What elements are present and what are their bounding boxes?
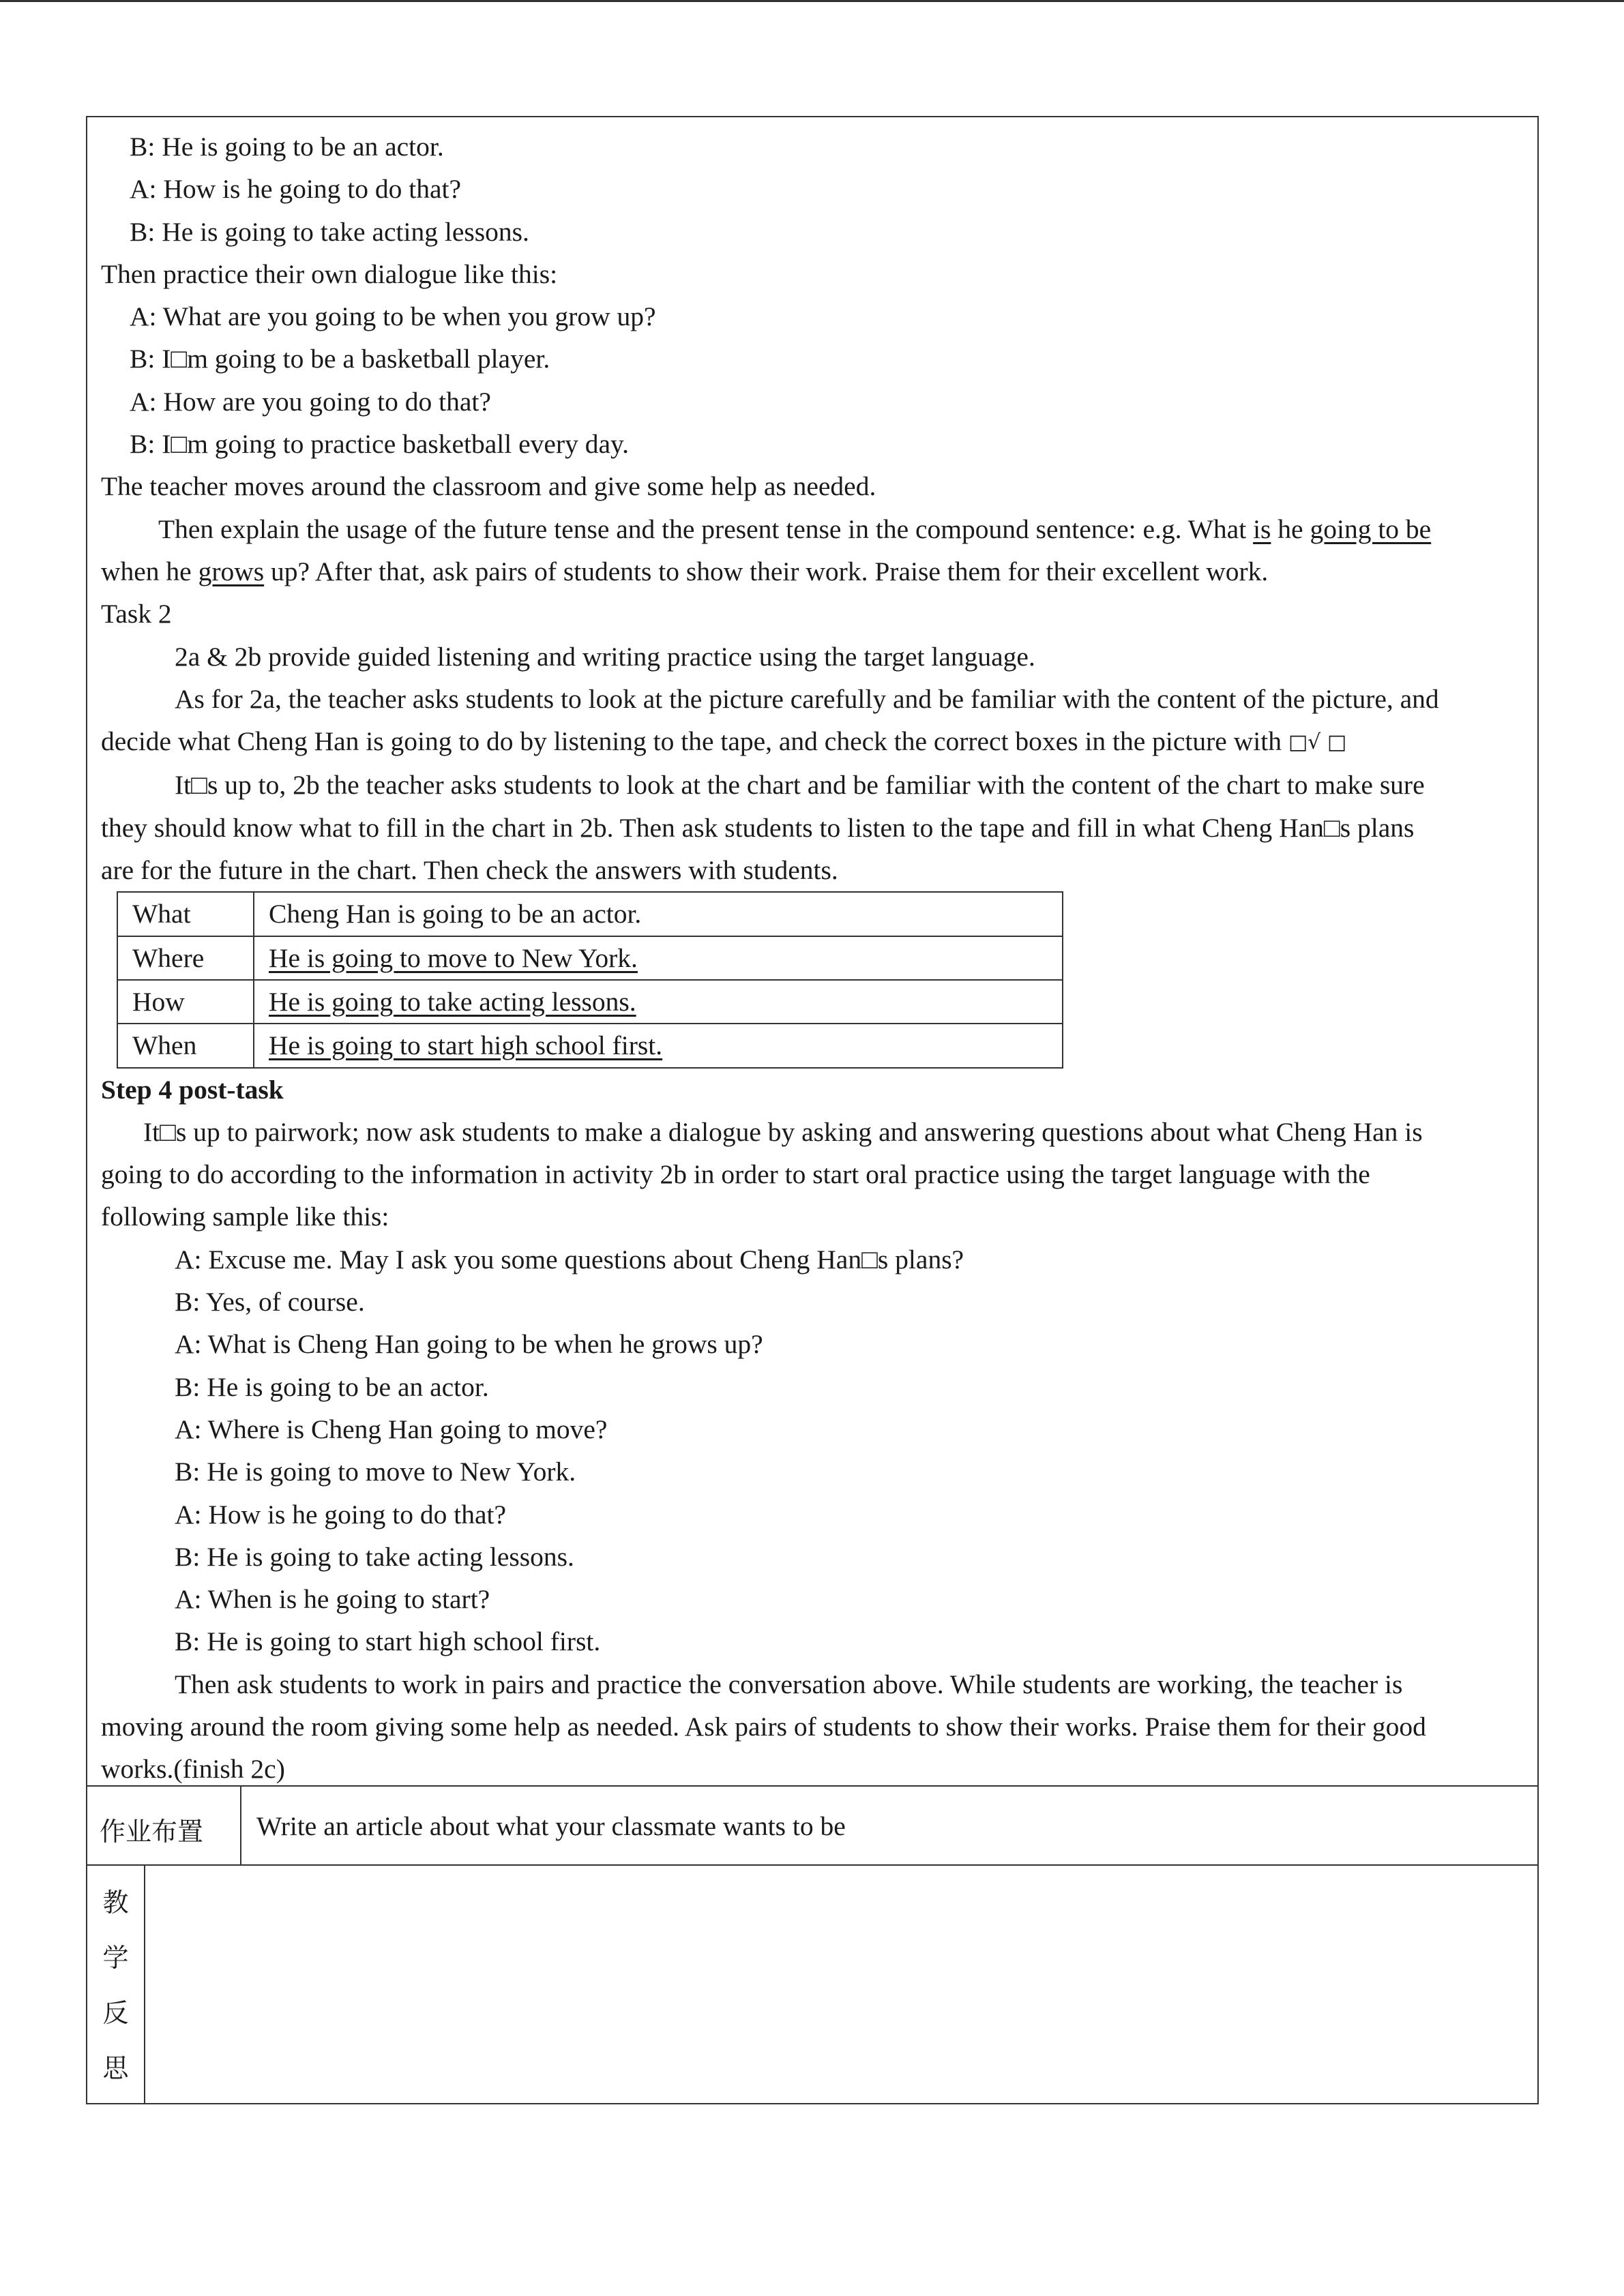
reflection-row — [87, 1864, 1537, 2103]
task2-heading: Task 2 — [101, 599, 172, 629]
closing-paragraph-line: Then ask students to work in pairs and practice the conversation above. While students are working, the teacher is — [175, 1669, 1403, 1699]
task2b-paragraph-line: It□s up to, 2b the teacher asks students to look at the chart and be familiar with the content of the chart to make sure — [175, 770, 1425, 801]
chart-row-label: How — [117, 980, 254, 1024]
practice-intro: Then practice their own dialogue like this: — [101, 258, 558, 289]
step4-heading: Step 4 post-task — [101, 1074, 284, 1105]
check-mark-symbol: □√ □ — [1288, 730, 1347, 755]
chart-row — [117, 1024, 1063, 1067]
dialogue-line: A: How is he going to do that? — [175, 1499, 507, 1530]
dialogue-line: B: Yes, of course. — [175, 1287, 365, 1317]
cheng-han-plans-chart — [117, 891, 1063, 1068]
dialogue-line: B: He is going to take acting lessons. — [130, 216, 529, 247]
chart-row-value: He is going to start high school first. — [254, 1024, 1063, 1067]
chart-row — [117, 980, 1063, 1024]
dialogue-line: A: Where is Cheng Han going to move? — [175, 1414, 608, 1444]
dialogue-line: B: He is going to be an actor. — [130, 132, 444, 162]
explain-paragraph-line-1: Then explain the usage of the future tense and the present tense in the compound sentence: e.g. What is he going to be — [158, 513, 1432, 544]
task2b-paragraph-line: are for the future in the chart. Then check the answers with students. — [101, 855, 838, 886]
task2a-paragraph-line: As for 2a, the teacher asks students to look at the picture carefully and be familiar with the content of the picture, and — [175, 683, 1439, 714]
chart-row-label: When — [117, 1024, 254, 1067]
step4-paragraph-line: It□s up to pairwork; now ask students to make a dialogue by asking and answering questions about what Cheng Han is — [143, 1116, 1423, 1147]
dialogue-line: A: What is Cheng Han going to be when he grows up? — [175, 1329, 763, 1360]
chart-row-value: He is going to take acting lessons. — [254, 980, 1063, 1024]
homework-row — [87, 1785, 1537, 1866]
chart-row — [117, 892, 1063, 936]
homework-text: Write an article about what your classmate wants to be — [256, 1811, 846, 1841]
dialogue-line: B: He is going to start high school first. — [175, 1626, 601, 1657]
dialogue-line: B: I□m going to practice basketball every day. — [130, 429, 630, 460]
reflection-char: 思 — [102, 2053, 129, 2083]
reflection-char: 反 — [102, 1998, 129, 2028]
chart-row — [117, 936, 1063, 980]
dialogue-line: A: What are you going to be when you grow up? — [130, 301, 656, 332]
teaching-procedure-cell — [87, 117, 1537, 1785]
closing-paragraph-line: moving around the room giving some help as needed. Ask pairs of students to show their works. Praise them for their good — [101, 1711, 1426, 1742]
dialogue-line: A: How is he going to do that? — [130, 174, 462, 205]
dialogue-line: B: He is going to move to New York. — [175, 1457, 576, 1487]
dialogue-line: B: He is going to be an actor. — [175, 1371, 489, 1402]
closing-paragraph-line: works.(finish 2c) — [101, 1754, 285, 1785]
explain-paragraph-line-2: when he grows up? After that, ask pairs of students to show their work. Praise them for their excellent work. — [101, 556, 1269, 586]
chart-row-label: What — [117, 892, 254, 936]
dialogue-line: A: Excuse me. May I ask you some questions about Cheng Han□s plans? — [175, 1244, 964, 1274]
reflection-char: 教 — [102, 1888, 129, 1918]
task2b-paragraph-line: they should know what to fill in the chart in 2b. Then ask students to listen to the tape and fill in what Cheng Han□s plans — [101, 812, 1415, 843]
dialogue-line: A: When is he going to start? — [175, 1584, 490, 1615]
reflection-char: 学 — [102, 1943, 129, 1973]
teacher-moves-text: The teacher moves around the classroom and give some help as needed. — [101, 471, 876, 502]
dialogue-line: B: He is going to take acting lessons. — [175, 1541, 574, 1572]
dialogue-line: A: How are you going to do that? — [130, 386, 491, 417]
chart-row-value: He is going to move to New York. — [254, 936, 1063, 980]
step4-paragraph-line: following sample like this: — [101, 1202, 389, 1232]
step4-paragraph-line: going to do according to the information in activity 2b in order to start oral practice using the target language with the — [101, 1159, 1370, 1190]
top-border-line — [0, 0, 1624, 2]
homework-label: 作业布置 — [87, 1787, 241, 1866]
dialogue-line: B: I□m going to be a basketball player. — [130, 344, 550, 374]
reflection-label — [87, 1866, 145, 2103]
chart-row-label: Where — [117, 936, 254, 980]
chart-row-value: Cheng Han is going to be an actor. — [254, 892, 1063, 936]
task2-intro: 2a & 2b provide guided listening and writing practice using the target language. — [175, 641, 1035, 672]
lesson-plan-table — [86, 116, 1539, 2104]
task2a-paragraph-line: decide what Cheng Han is going to do by listening to the tape, and check the correct boxes in the picture with □√ □ — [101, 726, 1347, 757]
